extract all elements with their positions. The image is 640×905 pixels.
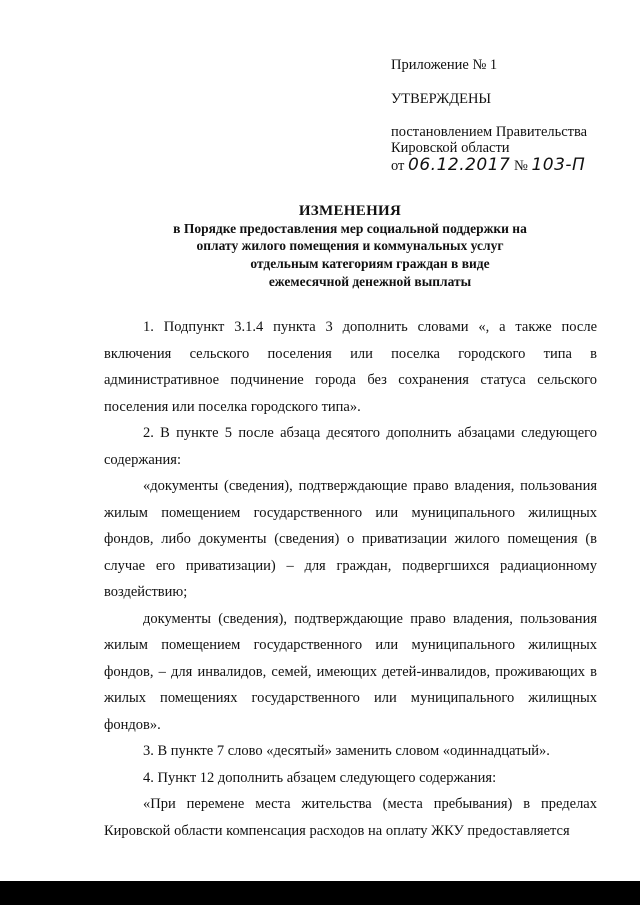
handwritten-number: 103-П: [531, 155, 586, 175]
paragraph-2: 2. В пункте 5 после абзаца десятого дополнить абзацами следующего содержания:: [104, 425, 597, 468]
date-prefix: от: [391, 158, 405, 174]
paragraph-6: 4. Пункт 12 дополнить абзацем следующего содержания:: [143, 769, 497, 786]
subtitle-line-2: оплату жилого помещения и коммунальных услуг: [196, 238, 504, 253]
resolution-line-1: постановлением Правительства: [391, 124, 588, 140]
paragraph-1: 1. Подпункт 3.1.4 пункта 3 дополнить словами «, а также после включения сельского поселения или поселка городского типа в административное подчинение города без сохранения статуса сельского поселения или поселка городского типа».: [104, 319, 597, 415]
document-title: ИЗМЕНЕНИЯ: [298, 203, 402, 219]
subtitle-line-4: ежемесячной денежной выплаты: [268, 274, 472, 289]
document-body: [104, 314, 597, 844]
handwritten-date: 06.12.2017: [408, 155, 511, 175]
paragraph-5: 3. В пункте 7 слово «десятый» заменить словом «одиннадцатый».: [143, 743, 550, 759]
appendix-label: Приложение № 1: [391, 57, 498, 73]
subtitle-line-1: в Порядке предоставления мер социальной поддержки на: [173, 221, 527, 236]
paragraph-4: документы (сведения), подтверждающие право владения, пользования жилым помещением государственного или муниципального жилищных фондов, – для инвалидов, семей, имеющих детей-инвалидов, проживающих в жилых помещениях государственного или муниципального жилищных фондов».: [104, 610, 597, 733]
resolution-line-2: Кировской области: [391, 140, 510, 156]
subtitle-line-3: отдельным категориям граждан в виде: [250, 256, 490, 271]
paragraph-7: «При перемене места жительства (места пребывания) в пределах Кировской области компенсация расходов на оплату ЖКУ предоставляется: [104, 796, 597, 839]
number-prefix: №: [514, 158, 528, 174]
resolution-date-line: [391, 157, 631, 174]
paragraph-3: «документы (сведения), подтверждающие право владения, пользования жилым помещением государственного или муниципального жилищных фондов, либо документы (сведения) о приватизации жилого помещения (в случае его приватизации) – для граждан, подвергшихся радиационному воздействию;: [104, 478, 597, 600]
scan-bottom-edge: [0, 881, 640, 905]
approved-label: УТВЕРЖДЕНЫ: [391, 91, 492, 107]
